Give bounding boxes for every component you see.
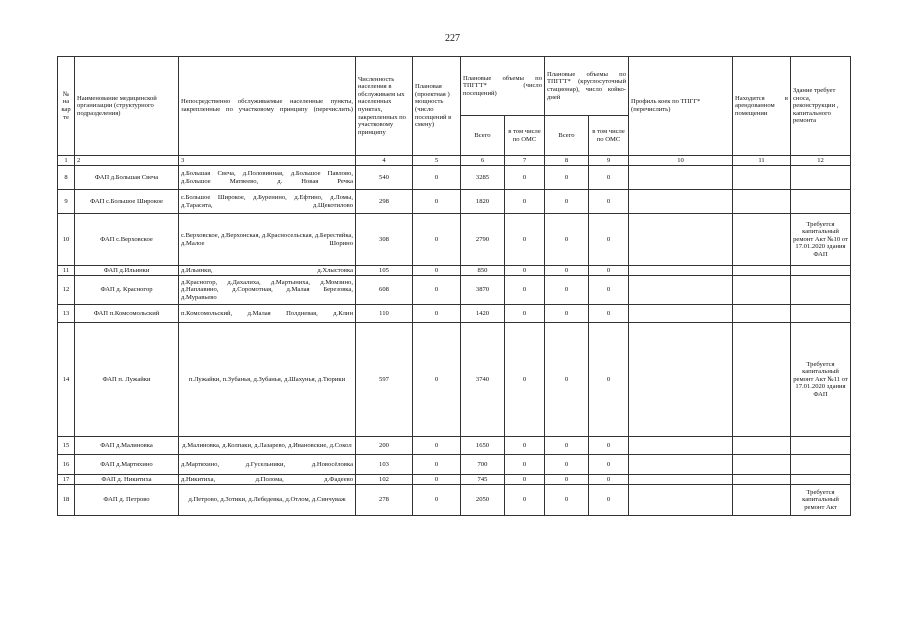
page-number: 227 [445, 33, 460, 44]
population-value: 608 [356, 276, 413, 305]
table-row [58, 276, 851, 305]
facilities-table [57, 56, 851, 516]
visits-oms-value: 0 [505, 437, 545, 455]
visits-oms-value: 0 [505, 166, 545, 190]
col-number: 6 [461, 156, 505, 166]
repair-note [791, 166, 851, 190]
header-population: Численность населения в обслуживаем ых населенных пунктах, закрепленных по участковому принципу [356, 57, 413, 156]
row-number: 13 [58, 305, 75, 323]
visits-total-value: 1650 [461, 437, 505, 455]
header-organization: Наименование медицинской организации (структурного подразделения) [75, 57, 179, 156]
beds-oms-value: 0 [589, 266, 629, 276]
visits-total-value: 2790 [461, 214, 505, 266]
facility-name: ФАП с.Большое Широкое [75, 190, 179, 214]
capacity-value: 0 [413, 455, 461, 475]
capacity-value: 0 [413, 323, 461, 437]
settlements-list: п.Комсомольский, д.Малая Полдневая, д.Клин [179, 305, 356, 323]
visits-oms-value: 0 [505, 266, 545, 276]
settlements-list: п.Лужайки, п.Зубанья, д.Зубанья, д.Шахунья, д.Тюрики [179, 323, 356, 437]
population-value: 308 [356, 214, 413, 266]
capacity-value: 0 [413, 276, 461, 305]
visits-total-value: 850 [461, 266, 505, 276]
repair-note: Требуется капитальный ремонт Акт №11 от 17.01.2020 здания ФАП [791, 323, 851, 437]
col-number: 10 [629, 156, 733, 166]
capacity-value: 0 [413, 475, 461, 485]
rented-value [733, 455, 791, 475]
table-row [58, 166, 851, 190]
bed-profile-value [629, 485, 733, 516]
row-number: 8 [58, 166, 75, 190]
visits-total-value: 3285 [461, 166, 505, 190]
col-number: 11 [733, 156, 791, 166]
capacity-value: 0 [413, 214, 461, 266]
header-beds-total: Всего [545, 116, 589, 156]
population-value: 597 [356, 323, 413, 437]
visits-oms-value: 0 [505, 190, 545, 214]
population-value: 105 [356, 266, 413, 276]
header-capacity: Плановая (проектная ) мощность (число посещений в смену) [413, 57, 461, 156]
beds-total-value: 0 [545, 214, 589, 266]
beds-oms-value: 0 [589, 276, 629, 305]
header-beds-oms: в том числе по ОМС [589, 116, 629, 156]
col-number: 12 [791, 156, 851, 166]
population-value: 102 [356, 475, 413, 485]
population-value: 298 [356, 190, 413, 214]
header-bed-profile: Профиль коек по ТПГГ* (перечислить) [629, 57, 733, 156]
row-number: 16 [58, 455, 75, 475]
col-number: 1 [58, 156, 75, 166]
beds-total-value: 0 [545, 190, 589, 214]
capacity-value: 0 [413, 190, 461, 214]
bed-profile-value [629, 276, 733, 305]
population-value: 200 [356, 437, 413, 455]
facility-name: ФАП д.Ильинки [75, 266, 179, 276]
header-repair: Здание требует сноса, реконструкции , капитального ремонта [791, 57, 851, 156]
bed-profile-value [629, 305, 733, 323]
beds-oms-value: 0 [589, 485, 629, 516]
repair-note [791, 276, 851, 305]
table-row [58, 214, 851, 266]
bed-profile-value [629, 455, 733, 475]
settlements-list: с.Большое Широкое, д.Буренино, д.Ефтино, д.Ломы, д.Тарасята, д.Щекотилово [179, 190, 356, 214]
repair-note [791, 437, 851, 455]
capacity-value: 0 [413, 437, 461, 455]
header-planned-visits: Плановые объемы по ТПГГТ* (число посещений) [461, 57, 545, 116]
visits-oms-value: 0 [505, 214, 545, 266]
beds-total-value: 0 [545, 323, 589, 437]
capacity-value: 0 [413, 305, 461, 323]
bed-profile-value [629, 323, 733, 437]
bed-profile-value [629, 266, 733, 276]
row-number: 17 [58, 475, 75, 485]
row-number: 15 [58, 437, 75, 455]
rented-value [733, 276, 791, 305]
col-number: 7 [505, 156, 545, 166]
beds-total-value: 0 [545, 437, 589, 455]
beds-oms-value: 0 [589, 214, 629, 266]
header-planned-bed-days: Плановые объемы по ТПГГТ* (круглосуточный стационар), число койко-дней [545, 57, 629, 116]
beds-oms-value: 0 [589, 166, 629, 190]
repair-note [791, 475, 851, 485]
table-row [58, 485, 851, 516]
visits-total-value: 3870 [461, 276, 505, 305]
facility-name: ФАП п. Лужайки [75, 323, 179, 437]
rented-value [733, 305, 791, 323]
row-number: 10 [58, 214, 75, 266]
settlements-list: д.Мартяхино, д.Гусельники, д.Новосёловка [179, 455, 356, 475]
visits-oms-value: 0 [505, 323, 545, 437]
population-value: 110 [356, 305, 413, 323]
col-number: 8 [545, 156, 589, 166]
facility-name: ФАП д. Петрово [75, 485, 179, 516]
row-number: 14 [58, 323, 75, 437]
table-row [58, 190, 851, 214]
visits-total-value: 2050 [461, 485, 505, 516]
beds-total-value: 0 [545, 455, 589, 475]
col-number: 5 [413, 156, 461, 166]
table-row [58, 305, 851, 323]
table-row [58, 323, 851, 437]
rented-value [733, 475, 791, 485]
beds-total-value: 0 [545, 166, 589, 190]
table-row [58, 475, 851, 485]
capacity-value: 0 [413, 485, 461, 516]
repair-note [791, 455, 851, 475]
col-number: 9 [589, 156, 629, 166]
capacity-value: 0 [413, 166, 461, 190]
rented-value [733, 266, 791, 276]
population-value: 103 [356, 455, 413, 475]
bed-profile-value [629, 475, 733, 485]
header-number: № на кар те [58, 57, 75, 156]
beds-oms-value: 0 [589, 437, 629, 455]
repair-note [791, 305, 851, 323]
repair-note: Требуется капитальный ремонт Акт [791, 485, 851, 516]
rented-value [733, 190, 791, 214]
visits-total-value: 745 [461, 475, 505, 485]
settlements-list: д.Малиновка, д.Колпаки, д.Лазарево, д.Ивановские, д.Сокол [179, 437, 356, 455]
beds-oms-value: 0 [589, 455, 629, 475]
repair-note: Требуется капитальный ремонт Акт №10 от 17.01.2020 здания ФАП [791, 214, 851, 266]
facility-name: ФАП с.Верховское [75, 214, 179, 266]
facility-name: ФАП д. Красногор [75, 276, 179, 305]
row-number: 18 [58, 485, 75, 516]
header-visits-total: Всего [461, 116, 505, 156]
visits-total-value: 3740 [461, 323, 505, 437]
bed-profile-value [629, 166, 733, 190]
beds-total-value: 0 [545, 475, 589, 485]
beds-total-value: 0 [545, 485, 589, 516]
settlements-list: д.Петрово, д.Зотики, д.Лебедевка, д.Отлом, д.Синчуваж [179, 485, 356, 516]
row-number: 9 [58, 190, 75, 214]
beds-oms-value: 0 [589, 475, 629, 485]
visits-oms-value: 0 [505, 485, 545, 516]
visits-total-value: 1420 [461, 305, 505, 323]
settlements-list: д.Ильинки, д.Хлыстовка [179, 266, 356, 276]
table-row [58, 455, 851, 475]
rented-value [733, 485, 791, 516]
col-number: 2 [75, 156, 179, 166]
rented-value [733, 323, 791, 437]
table-row [58, 266, 851, 276]
population-value: 540 [356, 166, 413, 190]
beds-total-value: 0 [545, 305, 589, 323]
settlements-list: д.Никитиха, д.Полома, д.Фадеево [179, 475, 356, 485]
beds-oms-value: 0 [589, 190, 629, 214]
facility-name: ФАП д. Никитиха [75, 475, 179, 485]
settlements-list: д.Большая Свеча, д.Половинная, д.Большое Павлово, д.Большое Матвеево, д. Новая Речка [179, 166, 356, 190]
header-rented: Находится в арендованном помещении [733, 57, 791, 156]
table-row [58, 437, 851, 455]
settlements-list: с.Верховское, д.Верхонская, д.Красносельская, д.Берестяйка, д.Малое Шорино [179, 214, 356, 266]
rented-value [733, 166, 791, 190]
visits-oms-value: 0 [505, 455, 545, 475]
col-number: 3 [179, 156, 356, 166]
settlements-list: д.Красногор, д.Дахалиха, д.Мартыниха, д.Момзино, д.Наплавино, д.Соромотная, д.Малая Березовка, д.Муравьево [179, 276, 356, 305]
visits-oms-value: 0 [505, 305, 545, 323]
beds-oms-value: 0 [589, 323, 629, 437]
facility-name: ФАП п.Комсомольский [75, 305, 179, 323]
bed-profile-value [629, 437, 733, 455]
repair-note [791, 266, 851, 276]
visits-oms-value: 0 [505, 276, 545, 305]
bed-profile-value [629, 190, 733, 214]
header-visits-oms: в том числе по ОМС [505, 116, 545, 156]
row-number: 11 [58, 266, 75, 276]
facility-name: ФАП д.Малиновка [75, 437, 179, 455]
visits-oms-value: 0 [505, 475, 545, 485]
bed-profile-value [629, 214, 733, 266]
col-number: 4 [356, 156, 413, 166]
facility-name: ФАП д.Мартяхино [75, 455, 179, 475]
rented-value [733, 214, 791, 266]
header-settlements: Непосредственно обслуживаемые населенные пункты, закрепленные по участковому принципу (перечислить) [179, 57, 356, 156]
repair-note [791, 190, 851, 214]
beds-total-value: 0 [545, 276, 589, 305]
facility-name: ФАП д.Большая Свеча [75, 166, 179, 190]
rented-value [733, 437, 791, 455]
beds-oms-value: 0 [589, 305, 629, 323]
capacity-value: 0 [413, 266, 461, 276]
row-number: 12 [58, 276, 75, 305]
column-numbers-row [58, 156, 851, 166]
visits-total-value: 1820 [461, 190, 505, 214]
population-value: 278 [356, 485, 413, 516]
beds-total-value: 0 [545, 266, 589, 276]
visits-total-value: 700 [461, 455, 505, 475]
